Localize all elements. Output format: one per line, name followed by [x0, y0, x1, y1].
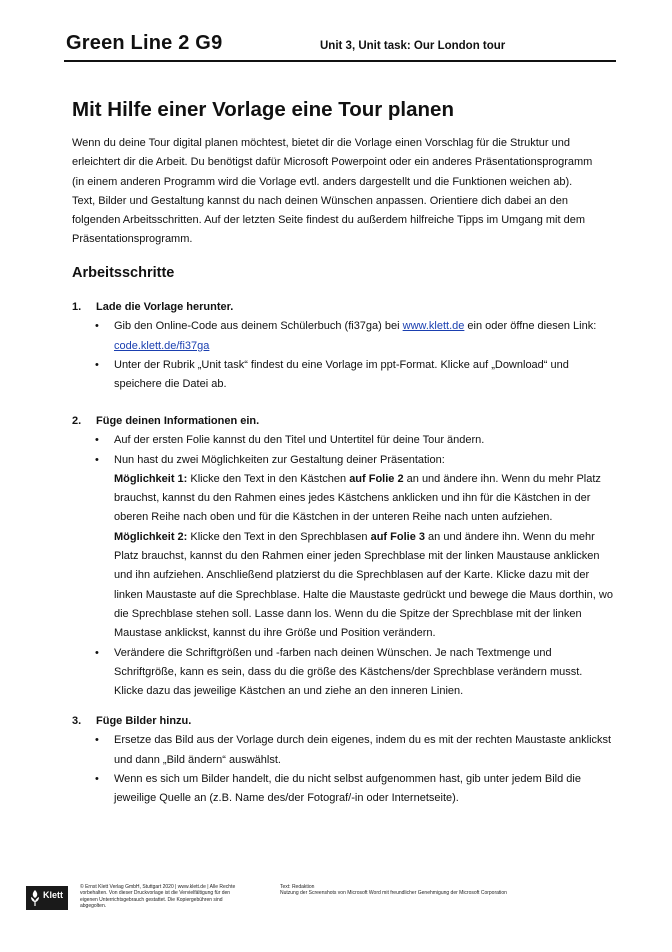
list-item — [72, 317, 596, 356]
credits — [280, 884, 580, 897]
unit-title: Unit 3, Unit task: Our London tour — [320, 40, 506, 52]
text-segment: Klicke den Text in den Sprechblasen — [187, 530, 371, 543]
bullet-list — [72, 431, 613, 701]
text-segment: an und ändere ihn. Wenn du mehr Platz — [403, 472, 601, 485]
text-segment: Klicke den Text in den Kästchen — [187, 472, 350, 485]
list-item — [72, 431, 613, 450]
klett-website-link[interactable]: www.klett.de — [402, 320, 465, 333]
step-number: 1. — [72, 301, 82, 313]
bullet-list — [72, 731, 611, 808]
page-footer — [26, 884, 646, 924]
intro-line: Text, Bilder und Gestaltung kannst du nach deinen Wünschen anpassen. Orientiere dich dabei an den — [72, 194, 568, 207]
bullet-line: Nun hast du zwei Möglichkeiten zur Gestaltung deiner Präsentation: — [114, 453, 445, 466]
text-segment: Gib den Online-Code aus deinem Schülerbuch (fi37ga) bei — [114, 320, 403, 333]
step-title-text: Lade die Vorlage herunter. — [96, 301, 234, 313]
list-item — [72, 731, 611, 770]
option-2-line: Maustase anklickst, kannst du ihre Größe und Position verändern. — [114, 627, 436, 640]
option-1-line: brauchst, kannst du den Rahmen eines jedes Kästchens anklicken und ihn für die Kästchen in der — [114, 492, 591, 505]
option-2-line: Platz brauchst, kannst du den Rahmen einer jeden Sprechblase mit der linken Maustause anklicken — [114, 550, 600, 563]
text-segment: ein oder öffne diesen Link: — [464, 320, 597, 333]
copyright-line: abgegolten. — [80, 902, 107, 909]
logo-text: Klett — [43, 890, 63, 900]
bullet-icon: • — [95, 646, 99, 659]
bullet-line: Ersetze das Bild aus der Vorlage durch dein eigenes, indem du es mit der rechten Maustaste anklickst — [114, 734, 612, 747]
step-number: 2. — [72, 415, 82, 427]
bullet-icon: • — [95, 320, 99, 333]
header-divider — [64, 60, 616, 62]
option-2-line: linken Maustaste auf die Sprechblase. Halte die Maustaste gedrückt und bewege die Maus dorthin, wo — [114, 588, 613, 601]
step-title — [72, 712, 611, 731]
step-3 — [72, 712, 611, 808]
step-1 — [72, 298, 596, 394]
bullet-line: speichere die Datei ab. — [114, 378, 227, 391]
intro-line: folgenden Arbeitsschritten. Auf der letzten Seite findest du außerdem hilfreiche Tipps im Umgang mit dem — [72, 214, 585, 227]
option-2-line: die Sprechblase stehen soll. Lasse dann los. Wenn du die Spitze der Sprechblase mit der linken — [114, 607, 582, 620]
list-item — [72, 770, 611, 809]
option-label: Möglichkeit 1: — [114, 472, 188, 485]
intro-line: (in einem anderen Programm wird die Vorlage evtl. anders dargestellt und die Funktionen weichen ab). — [72, 175, 573, 188]
option-2-line — [114, 528, 613, 547]
bullet-line: Auf der ersten Folie kannst du den Titel und Untertitel für deine Tour ändern. — [114, 434, 485, 447]
copyright-line: © Ernst Klett Verlag GmbH, Stuttgart 2020 | www.klett.de | Alle Rechte — [80, 884, 236, 890]
bullet-icon: • — [95, 434, 99, 447]
credits-line: Nutzung der Screenshots von Microsoft Word mit freundlicher Genehmigung der Microsoft Corporation — [280, 890, 507, 897]
list-item — [72, 451, 613, 644]
bullet-line: Unter der Rubrik „Unit task“ findest du eine Vorlage im ppt-Format. Klicke auf „Download“ und — [114, 358, 569, 371]
bullet-line: und dann „Bild ändern“ auswählst. — [114, 753, 281, 766]
bullet-line — [114, 317, 596, 336]
step-title-text: Füge deinen Informationen ein. — [96, 415, 260, 427]
bullet-line: Schriftgröße, kann es sein, dass du die größe des Kästchens/der Sprechblase verändern musst. — [114, 665, 583, 678]
intro-line: Präsentationsprogramm. — [72, 233, 193, 246]
list-item — [72, 356, 596, 395]
option-1-line: oberen Reihe nach oben und für die Kästchen in der unteren Reihe nach unten aufziehen. — [114, 511, 553, 524]
step-2 — [72, 412, 613, 701]
option-label: Möglichkeit 2: — [114, 530, 188, 543]
klett-logo-icon — [30, 889, 40, 907]
page-header — [64, 30, 608, 64]
page-title: Mit Hilfe einer Vorlage eine Tour planen — [72, 98, 454, 121]
text-segment: an und ändere ihn. Wenn du mehr — [425, 530, 595, 543]
credits-line: Text: Redaktion — [280, 884, 315, 890]
copyright-line: vorbehalten. Von dieser Druckvorlage ist die Vervielfältigung für den — [80, 890, 231, 897]
list-item — [72, 644, 613, 702]
intro-line: erleichtert dir die Arbeit. Du benötigst dafür Microsoft Powerpoint oder ein anderes Präsentationsprogramm — [72, 156, 593, 169]
option-2-line: und ihn aufziehen. Anschließend platzierst du die Sprechblasen auf der Karte. Klicke dazu mit der — [114, 569, 590, 582]
intro-paragraph — [72, 134, 602, 250]
online-code-link[interactable]: code.klett.de/fi37ga — [114, 339, 210, 352]
step-title-text: Füge Bilder hinzu. — [96, 715, 192, 727]
bullet-line: Wenn es sich um Bilder handelt, die du nicht selbst aufgenommen hast, gib unter jedem Bild die — [114, 772, 581, 785]
intro-line: Wenn du deine Tour digital planen möchtest, bietet dir die Vorlage einen Vorschlag für die Struktur und — [72, 137, 570, 149]
bullet-icon: • — [95, 453, 99, 466]
bullet-list — [72, 317, 596, 394]
bullet-line: jeweilige Quelle an (z.B. Name des/der Fotograf/-in oder Internetseite). — [114, 792, 459, 805]
copyright-notice — [80, 884, 276, 909]
step-number: 3. — [72, 715, 82, 727]
bullet-line: Verändere die Schriftgrößen und -farben nach deinen Wünschen. Je nach Textmenge und — [114, 646, 552, 659]
klett-logo — [26, 886, 68, 910]
bullet-icon: • — [95, 734, 99, 747]
section-heading: Arbeitsschritte — [72, 265, 175, 281]
step-title — [72, 412, 613, 431]
step-title — [72, 298, 596, 317]
bullet-icon: • — [95, 772, 99, 785]
slide-reference: auf Folie 2 — [349, 472, 404, 485]
book-title: Green Line 2 G9 — [66, 32, 223, 54]
slide-reference: auf Folie 3 — [370, 530, 425, 543]
option-1-line — [114, 470, 613, 489]
bullet-icon: • — [95, 358, 99, 371]
bullet-line: Klicke dazu das jeweilige Kästchen an und ziehe an den inneren Linien. — [114, 685, 464, 698]
bullet-line — [114, 337, 596, 356]
copyright-line: eigenen Unterrichtsgebrauch gestattet. Die Kopiergebühren sind — [80, 896, 223, 903]
